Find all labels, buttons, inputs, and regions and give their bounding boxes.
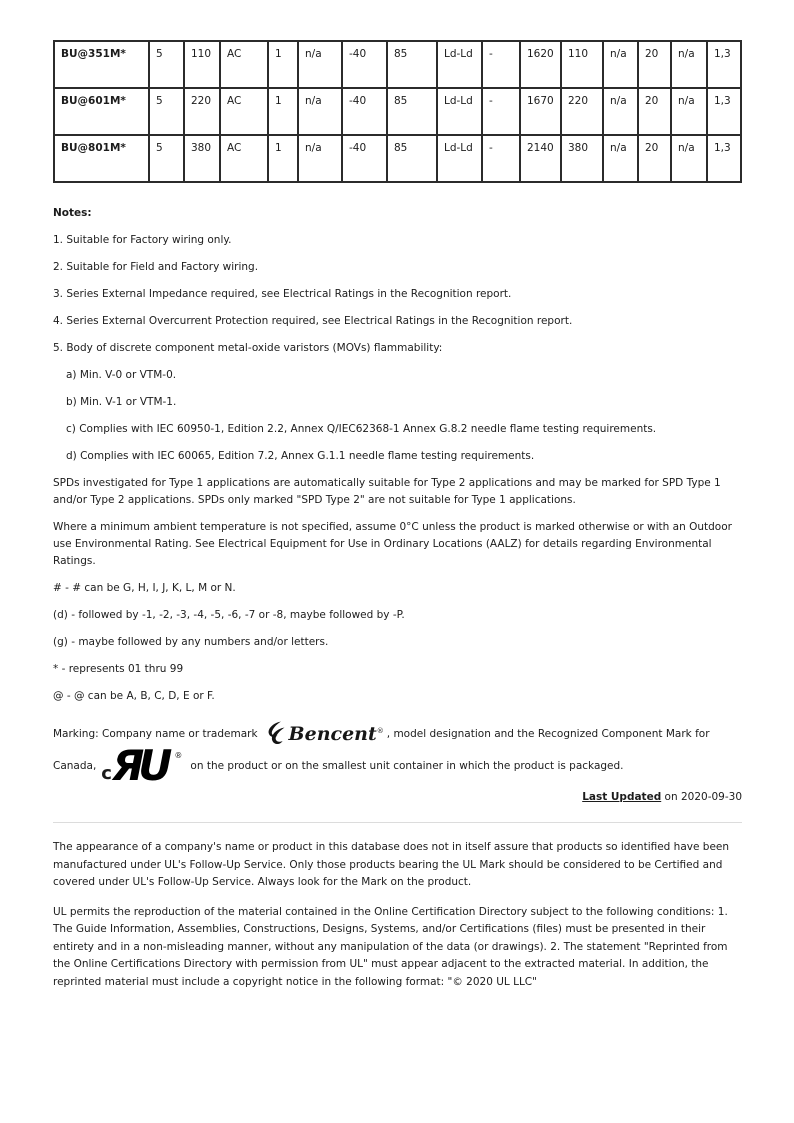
marking-text-suffix: , model designation and the Recognized Component Mark for [386, 727, 710, 740]
legal-footer [53, 839, 742, 991]
bencent-wordmark: Bencent [288, 722, 377, 745]
table-cell: 2140 [520, 135, 561, 182]
table-cell: 1 [268, 41, 298, 88]
table-cell: n/a [671, 41, 707, 88]
note-item-5: 5. Body of discrete component metal-oxide varistors (MOVs) flammability: [53, 342, 443, 354]
symbol-note-hash: # - # can be G, H, I, J, K, L, M or N. [53, 582, 236, 594]
table-cell: -40 [342, 88, 387, 135]
marking-text-prefix: Marking: Company name or trademark [53, 727, 258, 740]
symbol-note-star: * - represents 01 thru 99 [53, 663, 184, 675]
table-cell: 1,3 [707, 41, 741, 88]
model-cell: BU@601M* [54, 88, 149, 135]
note-item-4: 4. Series External Overcurrent Protection required, see Electrical Ratings in the Recognition report. [53, 315, 573, 327]
footer-disclaimer-paragraph: The appearance of a company's name or product in this database does not in itself assure that products so identified have been manufactured under UL's Follow-Up Service. Only those products bearing the UL Mark should be considered to be Certified and covered under UL's Follow-Up Service. Always look for the Mark on the product. [53, 841, 730, 889]
table-cell: -40 [342, 41, 387, 88]
table-cell: - [482, 135, 520, 182]
marking-line-2 [53, 741, 742, 790]
table-cell: 1 [268, 88, 298, 135]
model-cell: BU@351M* [54, 41, 149, 88]
table-cell: 85 [387, 88, 437, 135]
note-item-2: 2. Suitable for Field and Factory wiring. [53, 261, 259, 273]
table-cell: n/a [298, 41, 342, 88]
last-updated-link[interactable]: Last Updated [582, 791, 662, 804]
table-cell: n/a [298, 88, 342, 135]
table-cell: 85 [387, 135, 437, 182]
table-cell: -40 [342, 135, 387, 182]
bencent-swoosh-icon [264, 721, 288, 747]
notes-heading: Notes: [53, 207, 92, 219]
section-divider [53, 822, 742, 823]
table-cell: - [482, 88, 520, 135]
marking-canada-label: Canada, [53, 759, 97, 772]
bencent-logo [264, 721, 384, 747]
table-row [54, 135, 741, 182]
table-cell: n/a [671, 88, 707, 135]
note-sub-item-c: c) Complies with IEC 60950-1, Edition 2.2, Annex Q/IEC62368-1 Annex G.8.2 needle flame testing requirements. [66, 423, 657, 435]
table-cell: - [482, 41, 520, 88]
table-cell: 5 [149, 135, 184, 182]
ratings-table [53, 40, 742, 183]
table-cell: 220 [561, 88, 603, 135]
registered-trademark-icon: ® [376, 727, 384, 735]
table-cell: 380 [184, 135, 220, 182]
table-cell: 220 [184, 88, 220, 135]
table-cell: 85 [387, 41, 437, 88]
symbol-note-d: (d) - followed by -1, -2, -3, -4, -5, -6, -7 or -8, maybe followed by -P. [53, 609, 405, 621]
table-cell: Ld-Ld [437, 88, 482, 135]
last-updated-date: on 2020-09-30 [661, 791, 742, 804]
table-cell: 20 [638, 135, 671, 182]
cul-recognized-component-mark-icon [101, 741, 183, 790]
table-cell: AC [220, 41, 268, 88]
note-item-3: 3. Series External Impedance required, see Electrical Ratings in the Recognition report. [53, 288, 512, 300]
marking-packaging-text: on the product or on the smallest unit container in which the product is packaged. [190, 759, 624, 772]
table-cell: Ld-Ld [437, 41, 482, 88]
footer-reproduction-paragraph: UL permits the reproduction of the material contained in the Online Certification Directory subject to the following conditions: 1. The Guide Information, Assemblies, Constructions, Designs, Systems, and/or Certifications (files) must be presented in their entirety and in a non-misleading manner, without any manipulation of the data (or drawings). 2. The statement "Reprinted from the Online Certifications Directory with permission from UL" must appear adjacent to the extracted material. In addition, the reprinted material must include a copyright notice in the following format: "© 2020 UL LLC" [53, 905, 728, 988]
table-cell: AC [220, 135, 268, 182]
table-cell: 1,3 [707, 135, 741, 182]
table-cell: 1 [268, 135, 298, 182]
table-cell: 1670 [520, 88, 561, 135]
table-cell: n/a [603, 41, 638, 88]
registered-trademark-icon: ® [174, 751, 183, 760]
ambient-paragraph: Where a minimum ambient temperature is not specified, assume 0°C unless the product is marked otherwise or with an Outdoor use Environmental Rating. See Electrical Equipment for Use in Ordinary Locations (AALZ) for details regarding Environmental Ratings. [53, 521, 732, 567]
note-sub-item-b: b) Min. V-1 or VTM-1. [66, 396, 177, 408]
note-sub-item-a: a) Min. V-0 or VTM-0. [66, 369, 177, 381]
last-updated-row [53, 789, 742, 806]
table-cell: 1,3 [707, 88, 741, 135]
model-cell: BU@801M* [54, 135, 149, 182]
table-cell: 380 [561, 135, 603, 182]
table-cell: 110 [184, 41, 220, 88]
table-cell: n/a [298, 135, 342, 182]
cul-c-label: c [101, 763, 112, 785]
note-item-1: 1. Suitable for Factory wiring only. [53, 234, 232, 246]
spd-paragraph: SPDs investigated for Type 1 applications are automatically suitable for Type 2 applications and may be marked for SPD Type 1 and/or Type 2 applications. SPDs only marked "SPD Type 2" are not suitable for Type 1 applications. [53, 477, 721, 506]
table-row [54, 41, 741, 88]
table-cell: Ld-Ld [437, 135, 482, 182]
marking-section [53, 721, 742, 790]
table-row [54, 88, 741, 135]
table-cell: 5 [149, 41, 184, 88]
table-cell: n/a [603, 135, 638, 182]
symbol-note-g: (g) - maybe followed by any numbers and/or letters. [53, 636, 329, 648]
table-cell: 20 [638, 88, 671, 135]
table-cell: 110 [561, 41, 603, 88]
table-cell: n/a [603, 88, 638, 135]
cul-ru-glyph: ЯU [111, 741, 167, 790]
table-cell: AC [220, 88, 268, 135]
table-cell: n/a [671, 135, 707, 182]
table-cell: 20 [638, 41, 671, 88]
symbol-note-at: @ - @ can be A, B, C, D, E or F. [53, 690, 215, 702]
note-sub-item-d: d) Complies with IEC 60065, Edition 7.2, Annex G.1.1 needle flame testing requirements. [66, 450, 535, 462]
table-cell: 1620 [520, 41, 561, 88]
table-cell: 5 [149, 88, 184, 135]
